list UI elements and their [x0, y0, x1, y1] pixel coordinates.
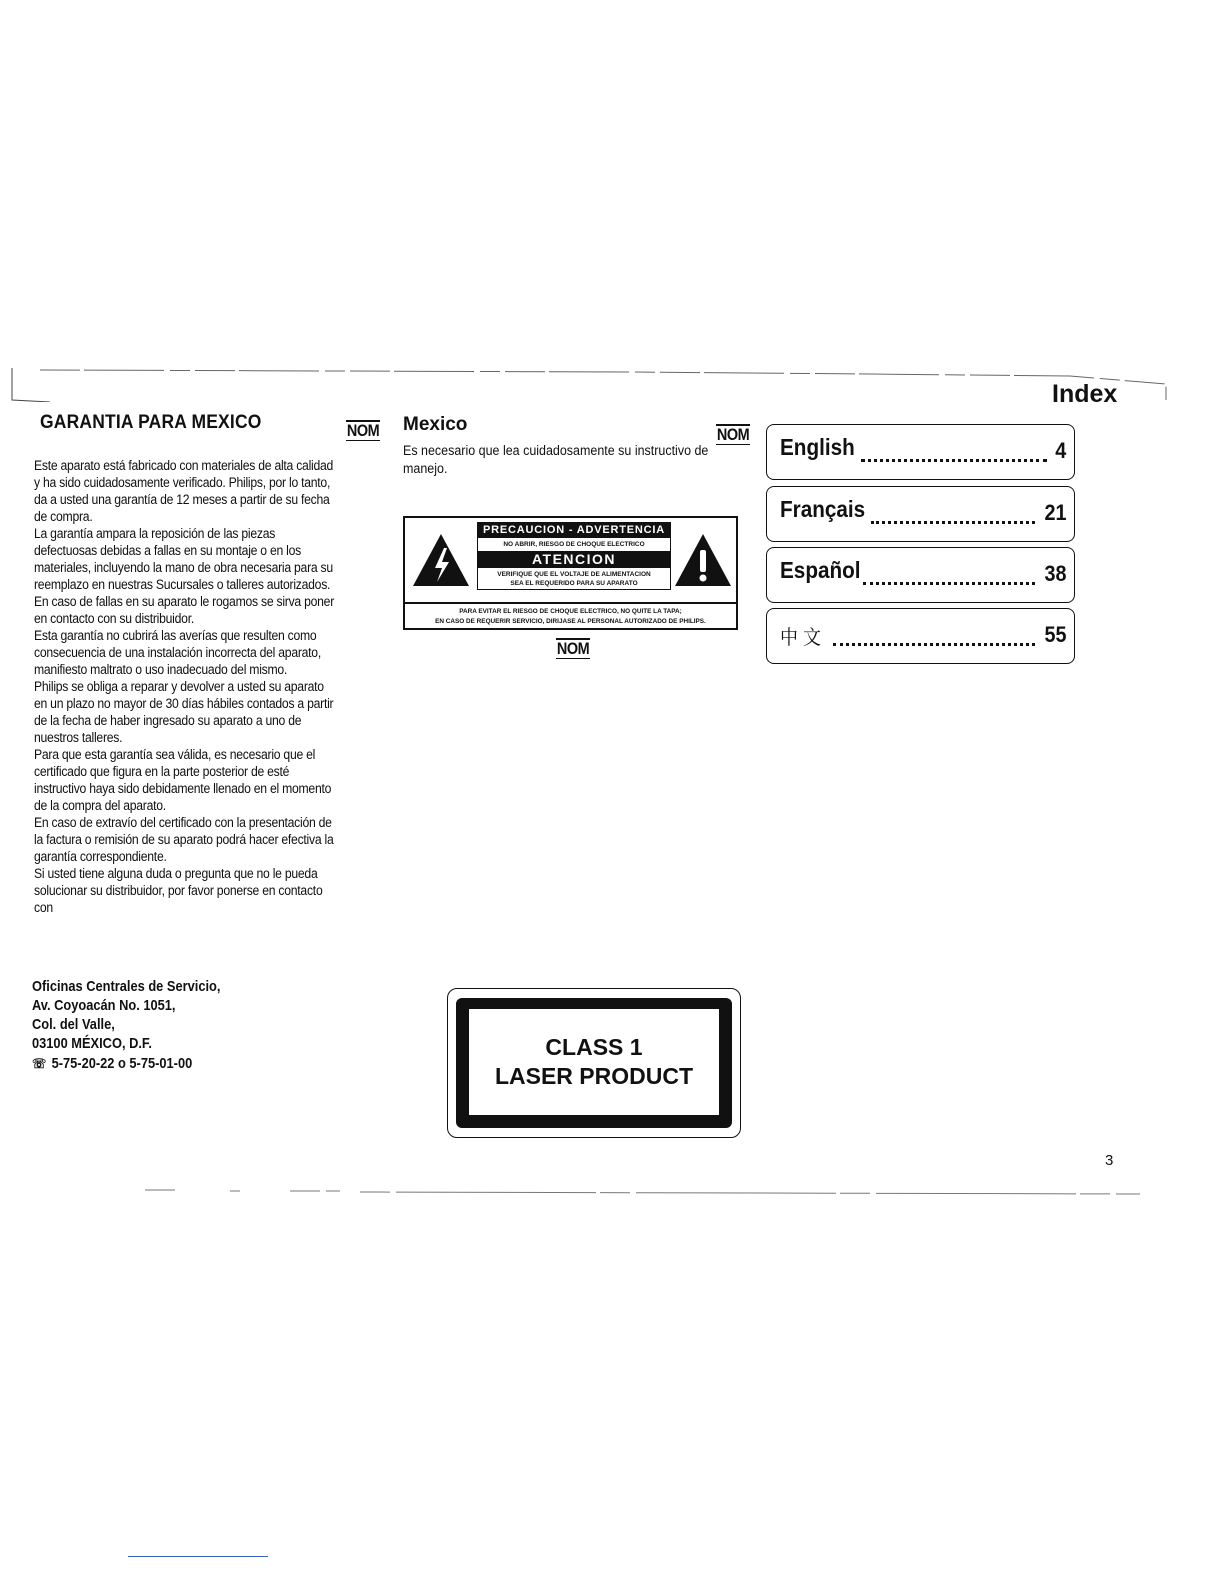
leader-dots [861, 439, 1047, 462]
nom-mark: NOM [556, 639, 590, 658]
index-item-label: Español [780, 557, 861, 583]
mexico-title: Mexico [403, 414, 468, 435]
leader-dots [833, 623, 1035, 646]
body-line: garantía correspondiente. [34, 849, 167, 865]
top-separator-rule [10, 366, 1170, 402]
nom-mark: NOM [346, 421, 380, 440]
body-line: reemplazo en nuestras Sucursales o talleres autorizados. [34, 577, 331, 593]
phone-number: 5-75-20-22 o 5-75-01-00 [51, 1056, 193, 1072]
warning-footer-line: EN CASO DE REQUERIR SERVICIO, DIRIJASE AL PERSONAL AUTORIZADO DE PHILIPS. [435, 618, 706, 625]
address-line: Col. del Valle, [32, 1017, 115, 1033]
body-line: En caso de extravío del certificado con la presentación de [34, 815, 332, 831]
body-line: en un plazo no mayor de 30 días hábiles contados a partir [34, 696, 334, 712]
body-line: de compra. [34, 509, 93, 525]
warning-footer-line: PARA EVITAR EL RIESGO DE CHOQUE ELECTRICO, NO QUITE LA TAPA; [459, 608, 682, 615]
body-line: en contacto con su distribuidor. [34, 611, 194, 627]
body-line: certificado que figura en la parte posterior de esté [34, 764, 290, 780]
body-line: consecuencia de una instalación incorrecta del aparato, [34, 645, 321, 661]
body-line: la factura o remisión de su aparato podrá hacer efectiva la [34, 832, 334, 848]
warning-line: NO ABRIR, RIESGO DE CHOQUE ELECTRICO [477, 538, 671, 551]
service-address [32, 978, 220, 1074]
warning-line: VERIFIQUE QUE EL VOLTAJE DE ALIMENTACION [477, 568, 671, 579]
index-item-page: 55 [1043, 622, 1066, 647]
electric-warning-label [403, 516, 738, 630]
body-line: Philips se obliga a reparar y devolver a usted su aparato [34, 679, 324, 695]
warning-text-block [477, 522, 671, 590]
index-item-page: 38 [1043, 561, 1066, 586]
index-item-page: 4 [1054, 438, 1066, 463]
index-item-espanol[interactable] [766, 547, 1075, 603]
leader-dots [863, 562, 1035, 585]
mexico-body [403, 442, 737, 478]
index-heading: Index [1052, 380, 1118, 408]
address-line: 03100 MÉXICO, D.F. [32, 1036, 152, 1052]
body-line: instructivo haya sido debidamente llenado en el momento [34, 781, 332, 797]
laser-label-text [469, 1009, 719, 1115]
blue-underline [128, 1556, 268, 1557]
index-item-label: English [780, 434, 855, 460]
body-line: solucionar su distribuidor, por favor ponerse en contacto [34, 883, 323, 899]
body-line: con [34, 900, 53, 916]
body-line: defectuosas debidas a fallas en su montaje o en los [34, 543, 301, 559]
nom-mark: NOM [716, 425, 750, 444]
laser-product: LASER PRODUCT [494, 1063, 694, 1089]
leader-dots [871, 501, 1035, 524]
body-line: Esta garantía no cubrirá las averías que resulten como [34, 628, 317, 644]
telephone-icon: ☏ [32, 1056, 47, 1071]
body-line: Este aparato está fabricado con materiales de alta calidad [34, 458, 334, 474]
warning-line: SEA EL REQUERIDO PARA SU APARATO [477, 579, 671, 590]
garantia-body [34, 458, 387, 917]
warning-header: PRECAUCION - ADVERTENCIA [477, 522, 671, 538]
body-line: manejo. [403, 461, 448, 477]
index-item-chinese[interactable] [766, 608, 1075, 664]
body-line: de la compra del aparato. [34, 798, 166, 814]
laser-class: CLASS 1 [545, 1034, 643, 1060]
bottom-separator-rule [140, 1186, 1150, 1200]
body-line: En caso de fallas en su aparato le rogamos se sirva poner [34, 594, 335, 610]
address-line: Av. Coyoacán No. 1051, [32, 998, 176, 1014]
body-line: materiales, incluyendo la mano de obra necesaria para su [34, 560, 333, 576]
body-line: da a usted una garantía de 12 meses a partir de su fecha [34, 492, 330, 508]
phone-line [32, 1054, 220, 1074]
index-item-label: Français [780, 496, 866, 522]
body-line: y ha sido cuidadosamente verificado. Philips, por lo tanto, [34, 475, 331, 491]
warning-footer [405, 602, 736, 628]
index-item-english[interactable] [766, 424, 1075, 480]
body-line: La garantía ampara la reposición de las piezas [34, 526, 276, 542]
index-item-page: 21 [1043, 500, 1066, 525]
page-number: 3 [1105, 1152, 1114, 1169]
index-item-francais[interactable] [766, 486, 1075, 542]
body-line: Para que esta garantía sea válida, es necesario que el [34, 747, 316, 763]
body-line: manifiesto maltrato o uso inadecuado del mismo. [34, 662, 288, 678]
garantia-title: GARANTIA PARA MEXICO [40, 412, 262, 433]
warning-atencion: ATENCION [477, 551, 671, 568]
laser-product-label [447, 988, 741, 1138]
body-line: nuestros talleres. [34, 730, 123, 746]
lightning-warning-icon [411, 532, 471, 588]
body-line: de la fecha de haber ingresado su aparato a uno de [34, 713, 302, 729]
index-item-label: 中 文 [780, 627, 822, 649]
exclamation-warning-icon [673, 532, 733, 588]
body-line: Si usted tiene alguna duda o pregunta que no le pueda [34, 866, 318, 882]
address-line: Oficinas Centrales de Servicio, [32, 979, 221, 995]
body-line: Es necesario que lea cuidadosamente su instructivo de [403, 443, 709, 459]
